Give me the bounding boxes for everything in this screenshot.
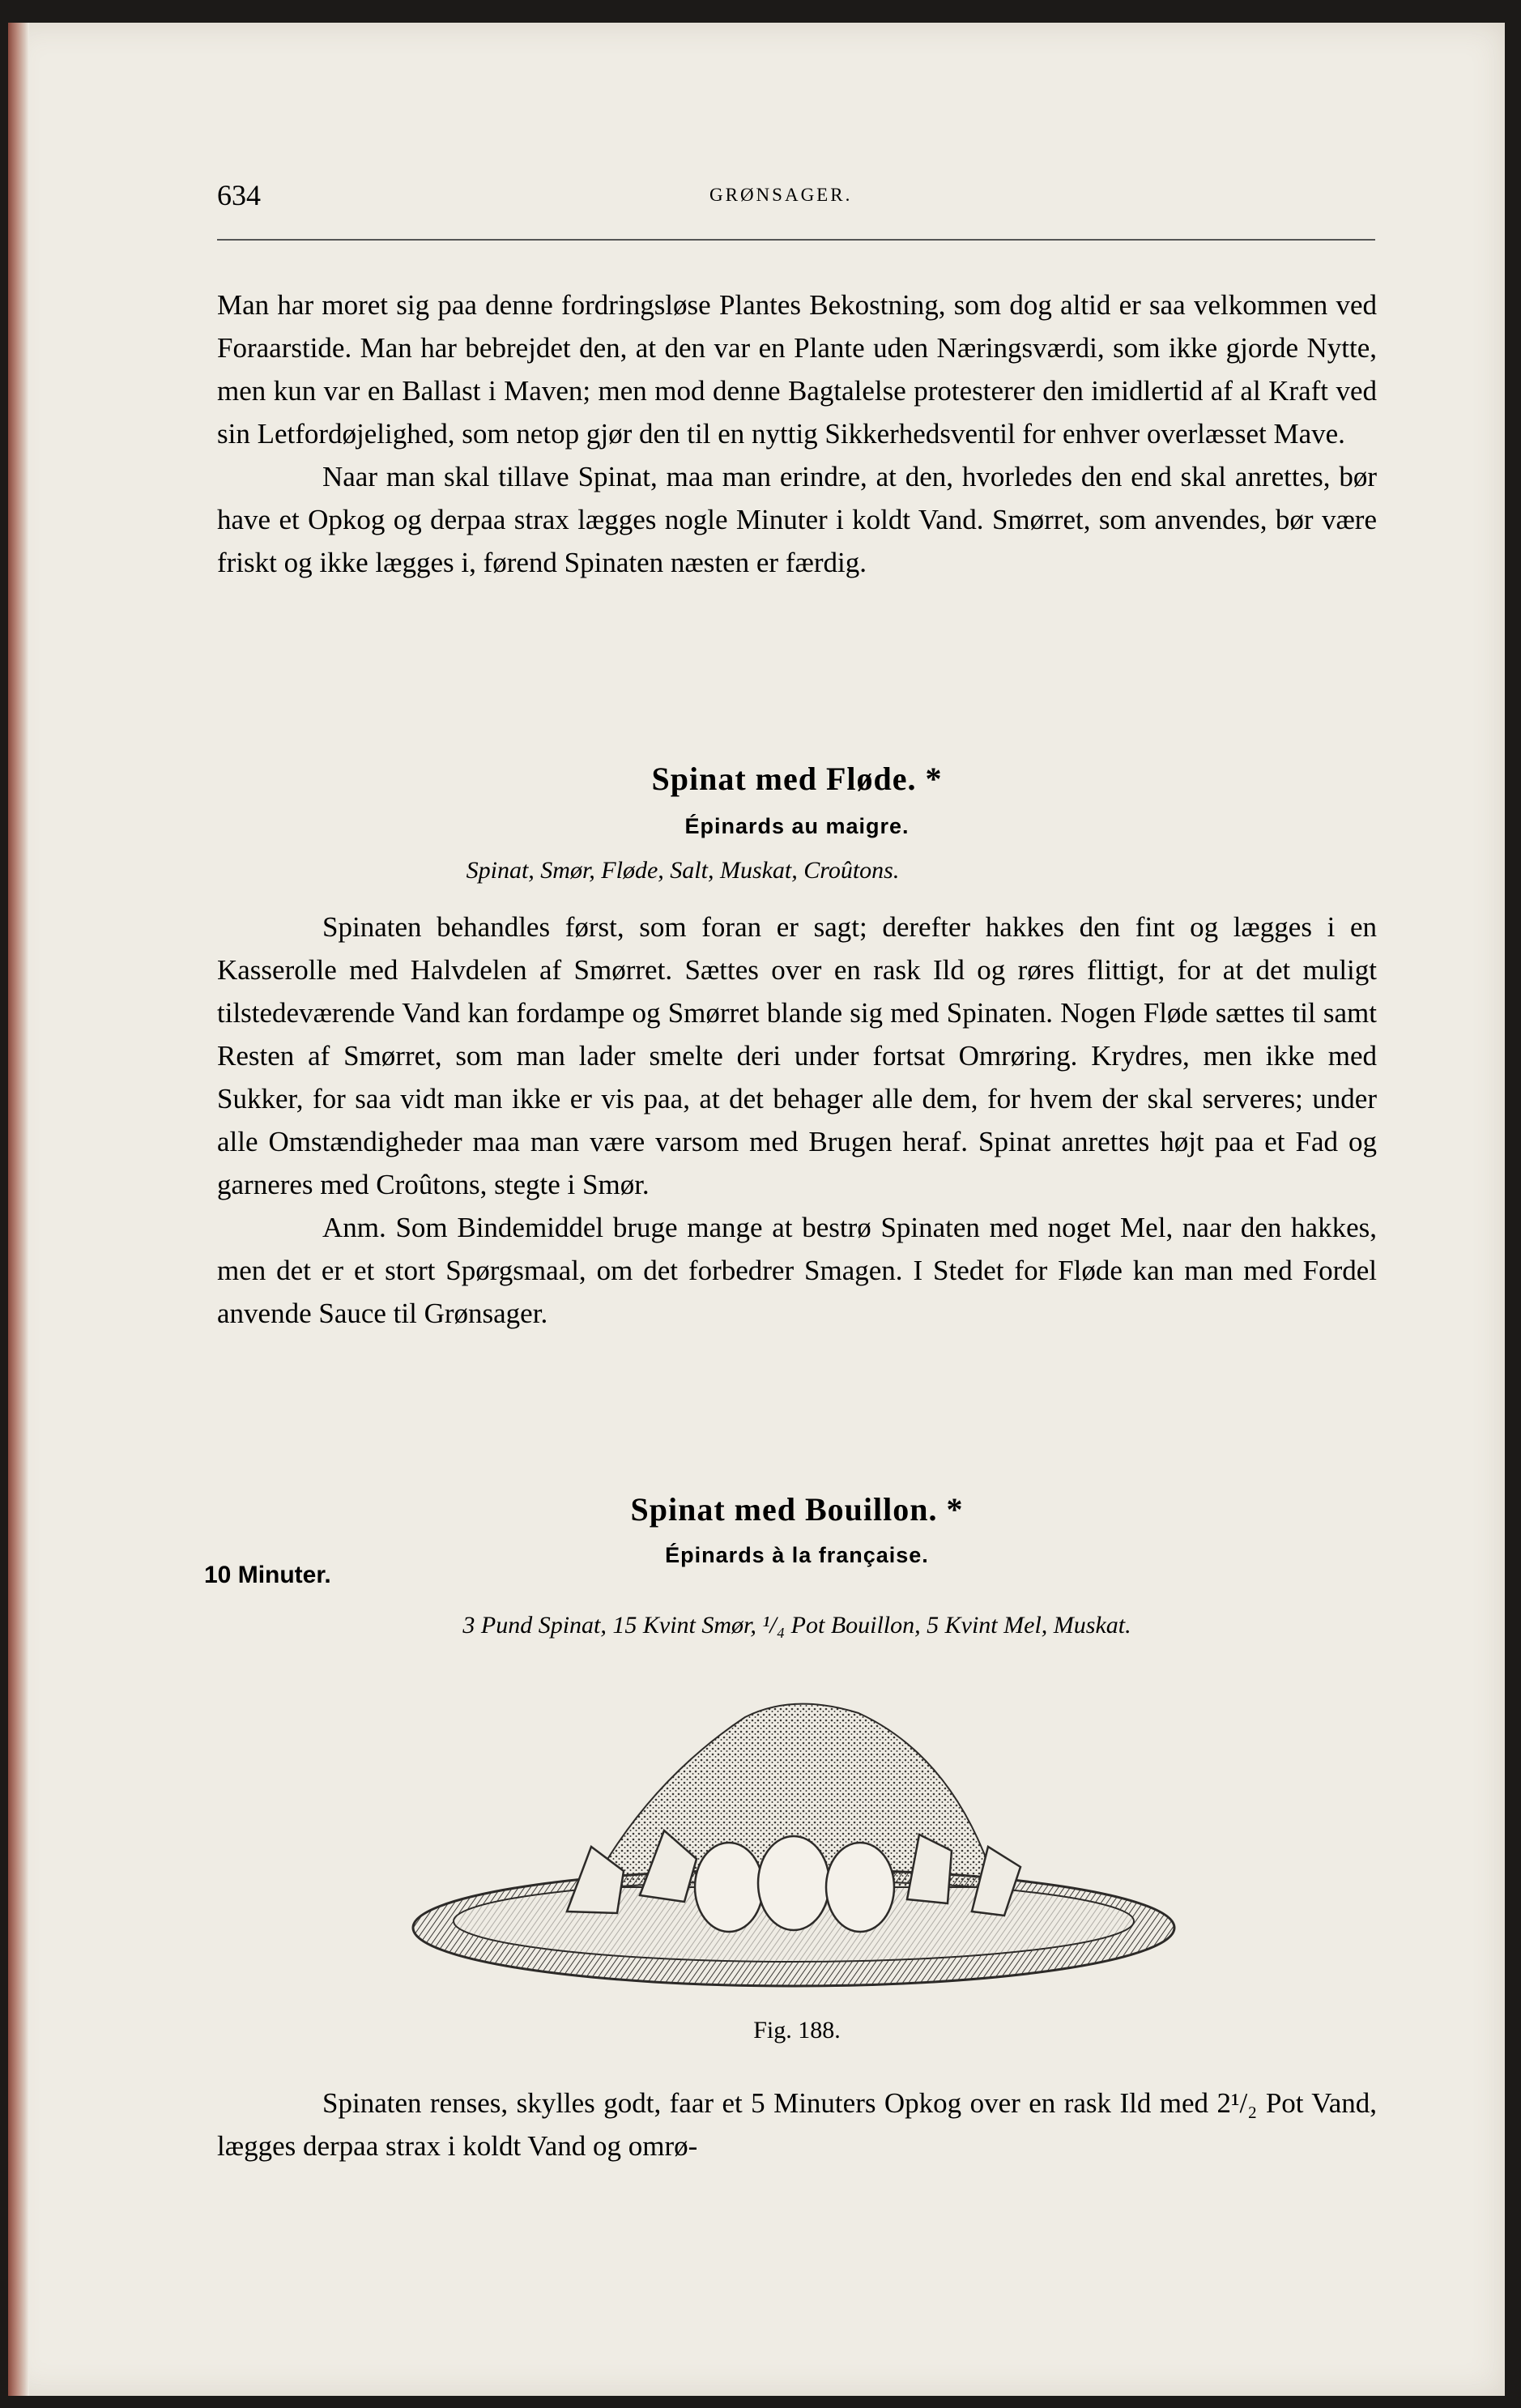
- recipe1-ingredients: Spinat, Smør, Fløde, Salt, Muskat, Croûtons.: [466, 857, 900, 884]
- recipe2-ingredients: 3 Pund Spinat, 15 Kvint Smør, ¹/₄ Pot Bouillon, 5 Kvint Mel, Muskat.: [462, 1612, 1131, 1639]
- recipe2-text: [217, 2082, 1377, 2167]
- recipe2-time-note: 10 Minuter.: [204, 1562, 331, 1588]
- recipe1-title: Spinat med Fløde. *: [651, 761, 943, 797]
- recipe1-text: [217, 906, 1377, 1335]
- running-head: GRØNSAGER.: [709, 185, 853, 205]
- spinach-dish-illustration: [405, 1685, 1182, 2009]
- page-number: 634: [217, 179, 261, 211]
- intro-paragraph-2: Naar man skal tillave Spinat, maa man erindre, at den, hvorledes den end skal anrettes, bør have et Opkog og derpaa strax lægges nogle Minuter i koldt Vand. Smørret, som anvendes, bør være friskt og ikke lægges i, førend Spinaten næsten er færdig.: [217, 461, 1377, 578]
- intro-paragraph-1: Man har moret sig paa denne fordringsløse Plantes Bekostning, som dog altid er saa velkommen ved Foraarstide. Man har bebrejdet den, at den var en Plante uden Næringsværdi, som ikke gjorde Nytte, men kun var en Ballast i Maven; men mod denne Bagtalelse protesterer den imidlertid af al Kraft ved sin Letfordøjelighed, som netop gjør den til en nyttig Sikkerhedsventil for enhver overlæsset Mave.: [217, 289, 1377, 450]
- recipe2-subtitle: Épinards à la française.: [665, 1543, 929, 1567]
- page-header: [209, 178, 1375, 211]
- recipe1-paragraph-1: Spinaten behandles først, som foran er sagt; derefter hakkes den fint og lægges i en Kasserolle med Halvdelen af Smørret. Sættes over en rask Ild og røres flittigt, for at det muligt tilstedeværende Vand kan fordampe og Smørret blande sig med Spinaten. Nogen Fløde sættes til samt Resten af Smørret, som man lader smelte deri under fortsat Omrøring. Krydres, men ikke med Sukker, for saa vidt man ikke er vis paa, at det behager alle dem, for hvem der skal serveres; under alle Omstændigheder maa man være varsom med Brugen heraf. Spinat anrettes højt paa et Fad og garneres med Croûtons, stegte i Smør.: [217, 911, 1377, 1200]
- recipe2-title: Spinat med Bouillon. *: [630, 1491, 964, 1528]
- header-rule: [217, 239, 1375, 241]
- intro-text: [217, 283, 1377, 584]
- recipe1-note: Anm. Som Bindemiddel bruge mange at bestrø Spinaten med noget Mel, naar den hakkes, men det er et stort Spørgsmaal, om det forbedrer Smagen. I Stedet for Fløde kan man med Fordel anvende Sauce til Grønsager.: [217, 1212, 1377, 1329]
- page-binding-edge: [8, 23, 29, 2396]
- recipe2-paragraph-1: Spinaten renses, skylles godt, faar et 5 Minuters Opkog over en rask Ild med 2¹/₂ Pot Vand, lægges derpaa strax i koldt Vand og omrø-: [217, 2087, 1377, 2162]
- figure-caption: Fig. 188.: [753, 2017, 841, 2044]
- recipe1-subtitle: Épinards au maigre.: [684, 814, 910, 838]
